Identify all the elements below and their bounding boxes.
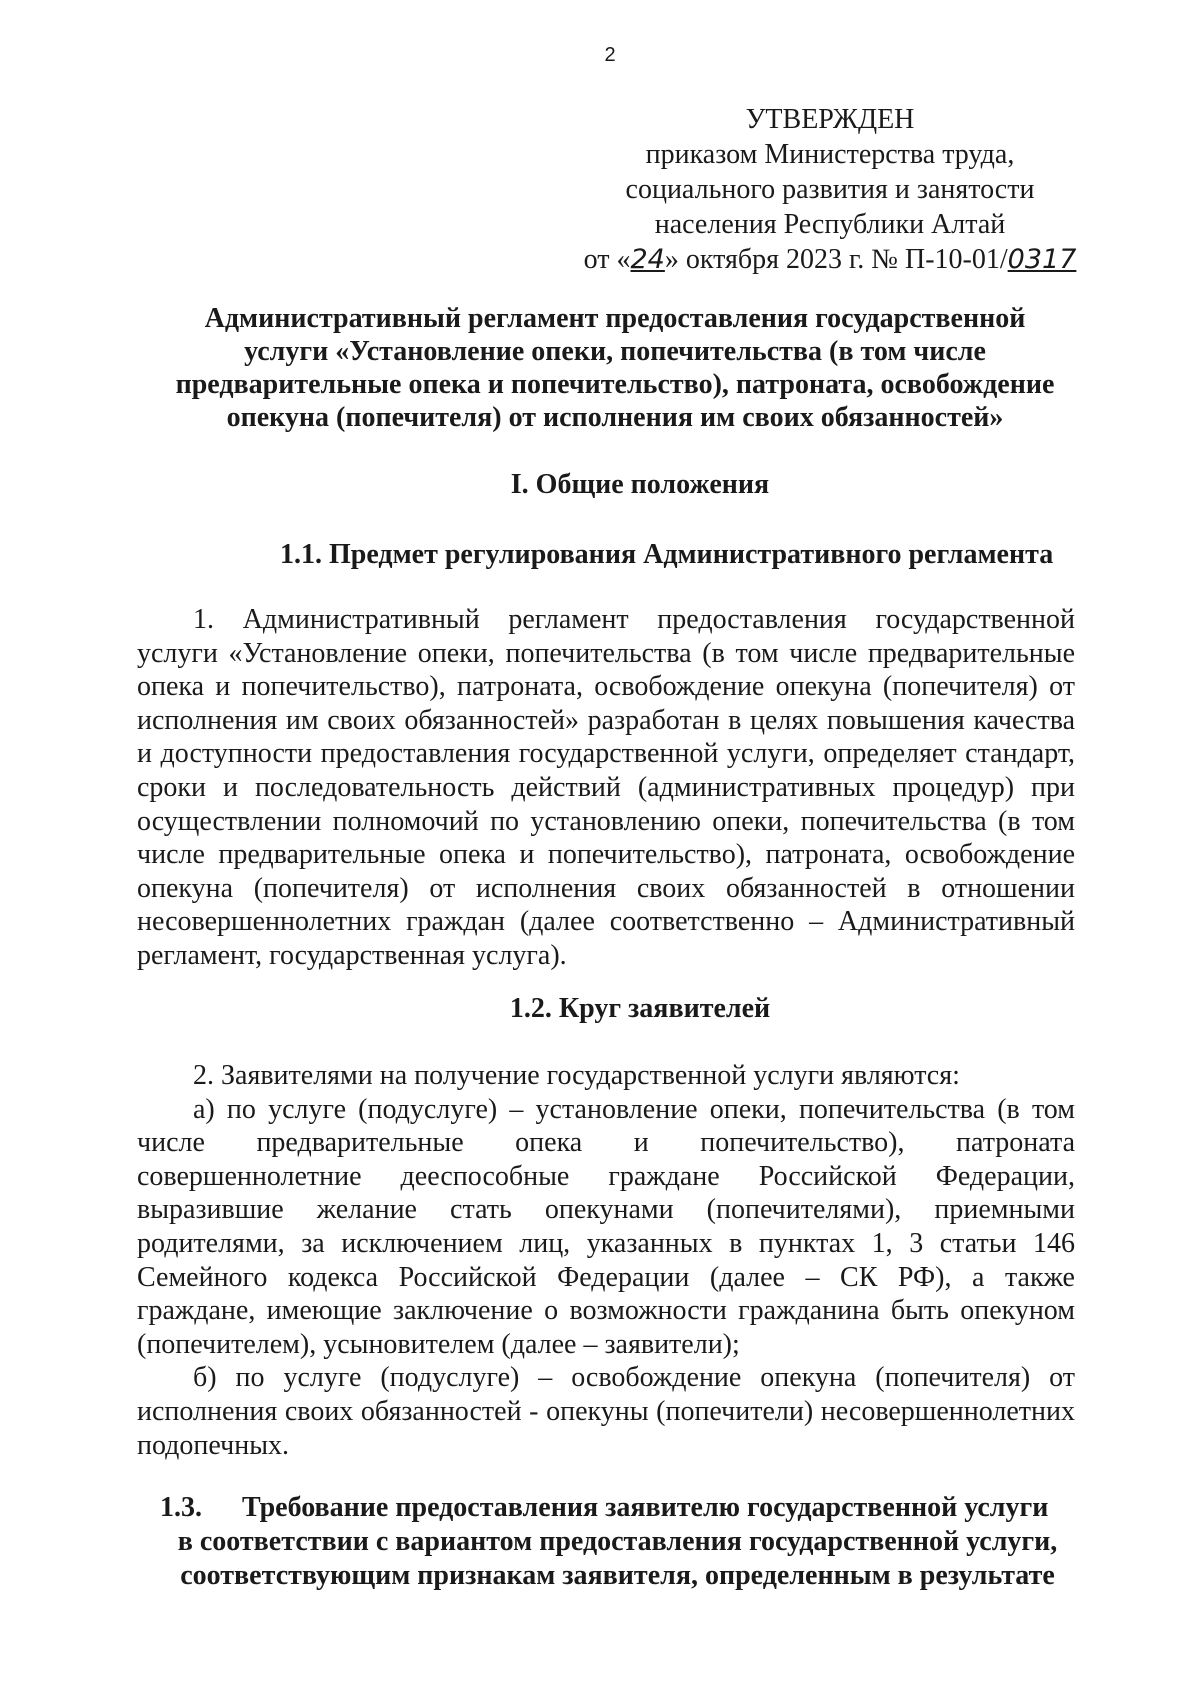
title-line-2: услуги «Установление опеки, попечительства (в том числе [244,336,986,367]
date-prefix: от « [583,244,631,275]
paragraph-1-line: услуги «Установление опеки, попечительства (в том числе предварительные [137,637,1075,669]
paragraph-2-line: граждане, имеющие заключение о возможности гражданина быть опекуном [137,1295,1075,1327]
title-line-1: Административный регламент предоставления государственной [204,303,1026,334]
paragraph-1-line: осуществлении полномочий по установлению опеки, попечительства (в том [137,805,1075,837]
date-suffix: » октября 2023 г. № П-10-01/ [664,244,1008,275]
paragraph-1-line: 1. Административный регламент предоставления государственной [193,604,1075,635]
paragraph-2-line: а) по услуге (подуслуге) – установление опеки, попечительства (в том [193,1093,1075,1125]
paragraph-1-line: и доступности предоставления государственной услуги, определяет стандарт, [137,738,1075,770]
section-heading-1-2: 1.2. Круг заявителей [509,993,771,1024]
paragraph-2 [137,1059,1075,1462]
section-1-3-number: 1.3. [160,1492,202,1523]
approval-date-line [550,242,1110,277]
approval-heading: УТВЕРЖДЕН [745,104,915,135]
paragraph-2-line: совершеннолетние дееспособные граждане Российской Федерации, [137,1160,1075,1192]
approval-stamp-block [550,102,1110,277]
paragraph-2-line: (попечителем), усыновителем (далее – заявители); [137,1328,740,1360]
approval-line-2: социального развития и занятости [625,174,1035,205]
handwritten-order-number: 0317 [1007,244,1077,275]
paragraph-1-line: опекуна (попечителя) от исполнения своих обязанностей в отношении [137,872,1075,904]
handwritten-day: 24 [630,244,665,275]
section-1-3-line-1-text: Требование предоставления заявителю государственной услуги [242,1492,1049,1523]
paragraph-1-line: регламент, государственная услуга). [137,939,567,971]
paragraph-1-line: исполнения им своих обязанностей» разработан в целях повышения качества [137,704,1075,736]
section-1-3-line-3: соответствующим признакам заявителя, определенным в результате [180,1560,1055,1591]
approval-line-1: приказом Министерства труда, [645,139,1015,170]
section-heading-1-3 [160,1491,1075,1593]
section-1-3-line-2: в соответствии с вариантом предоставления государственной услуги, [177,1526,1058,1557]
paragraph-1-line: сроки и последовательность действий (административных процедур) при [137,771,1075,803]
paragraph-1-line: несовершеннолетних граждан (далее соответственно – Административный [137,906,1075,938]
page-number: 2 [604,44,616,66]
section-1-3-line-1 [160,1491,1075,1525]
paragraph-1-line: опека и попечительство), патроната, освобождение опекуна (попечителя) от [137,671,1075,703]
paragraph-2-line: 2. Заявителями на получение государственной услуги являются: [193,1060,960,1091]
title-line-4: опекуна (попечителя) от исполнения им своих обязанностей» [226,402,1004,433]
document-title [150,302,1080,434]
paragraph-2-line: подопечных. [137,1429,290,1461]
title-line-3: предварительные опека и попечительство), патроната, освобождение [175,369,1055,400]
paragraph-2-line: выразившие желание стать опекунами (попечителями), приемными [137,1194,1075,1226]
paragraph-1-line: числе предварительные опека и попечительство), патроната, освобождение [137,839,1075,871]
section-heading-1-1: 1.1. Предмет регулирования Административного регламента [280,539,1054,570]
paragraph-2-line: исполнения своих обязанностей - опекуны (попечители) несовершеннолетних [137,1395,1075,1427]
paragraph-2-line: числе предварительные опека и попечительство), патроната [137,1127,1075,1159]
paragraph-2-line: б) по услуге (подуслуге) – освобождение опекуна (попечителя) от [193,1362,1075,1394]
paragraph-2-line: Семейного кодекса Российской Федерации (далее – СК РФ), а также [137,1261,1075,1293]
paragraph-1 [137,603,1075,973]
section-heading-general: I. Общие положения [510,469,770,500]
approval-line-3: населения Республики Алтай [654,209,1006,240]
paragraph-2-line: родителями, за исключением лиц, указанных в пунктах 1, 3 статьи 146 [137,1227,1075,1259]
